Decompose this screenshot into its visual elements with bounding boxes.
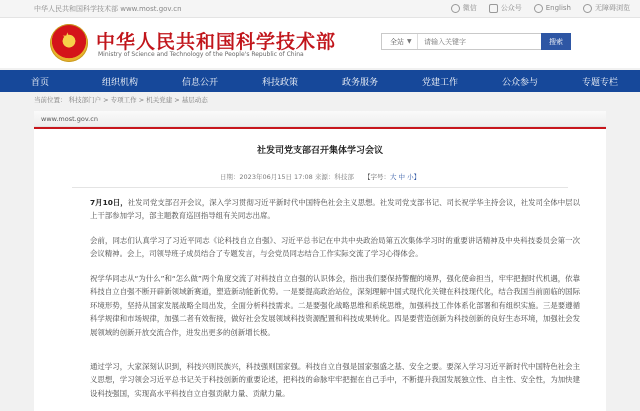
article-paragraph [90,360,580,400]
national-emblem-logo[interactable] [50,24,88,62]
site-subtitle: Ministry of Science and Technology of the People's Republic of China [98,51,304,58]
top-utility-bar [0,0,640,18]
article-date-source: 日期：2023年06月15日 17:08 来源：科技部 [219,173,354,181]
article-paragraph [90,196,580,223]
paragraph-text: 通过学习，大家深刻认识到，科技兴则民族兴，科技强则国家强。科技自立自强是国家强盛之基、安全之要。要深入学习习近平新时代中国特色社会主义思想，学习领会习近平总书记关于科技创新的重要论述，把科技的命脉牢牢把握在自己手中，不断提升我国发展独立性、自主性、安全性，为加快建设科技强国，实现高水平科技自立自强贡献力量、贡献力量。 [90,362,580,398]
search-scope-select[interactable]: 全站 ▼ [382,34,418,49]
nav-home[interactable]: 首页 [30,77,49,88]
wechat-link[interactable]: 微信 [451,3,477,13]
article-title: 社发司党支部召开集体学习会议 [256,146,383,156]
nav-organization[interactable]: 组织机构 [101,77,138,88]
search-button[interactable]: 搜索 [541,33,571,50]
font-size-label: 【字号： [363,173,390,181]
card-header [34,111,606,127]
card-accent-line [34,127,606,129]
article-meta [0,172,640,181]
nav-policy[interactable]: 科技政策 [261,77,298,88]
globe-icon [534,4,543,13]
paragraph-text: 会前，同志们认真学习了习近平同志《论科技自立自强》、习近平总书记在中共中央政治局第五次集体学习时的重要讲话精神及中央科技委员会第一次会议精神。会上，司领导班子成员结合了专题发言，与会党员同志结合工作实际交流了学习心得体会。 [90,236,580,259]
chevron-down-icon: ▼ [407,38,412,45]
card-url: www.most.gov.cn [41,115,98,123]
breadcrumb[interactable]: 当前位置： 科技部门户 > 专项工作 > 机关党建 > 基层动态 [34,96,208,104]
paragraph-text: 社发司党支部召开会议，深入学习贯彻习近平新时代中国特色社会主义思想。社发司党支部书记、司长祝学华主持会议，社发司全体中层以上干部参加学习，部主题教育巡回指导组有关同志出席。 [90,198,580,221]
nav-public-participation[interactable]: 公众参与 [501,77,538,88]
nav-info-disclosure[interactable]: 信息公开 [181,77,218,88]
english-link[interactable]: English [534,4,571,13]
wechat-icon [451,4,460,13]
nav-party-work[interactable]: 党建工作 [421,77,458,88]
mobile-link[interactable]: 公众号 [489,3,522,13]
paragraph-lead: 7月10日， [90,198,128,207]
top-site-text: 中华人民共和国科学技术部 www.most.gov.cn [34,5,182,13]
site-header [0,18,640,68]
main-nav [0,70,640,92]
nav-gov-services[interactable]: 政务服务 [341,77,378,88]
article-paragraph [90,272,580,339]
font-size-options[interactable]: 大 中 小】 [389,173,421,181]
accessibility-icon [583,4,592,13]
paragraph-text: 祝学华同志从“为什么”和“怎么做”两个角度交流了对科技自立自强的认识体会，指出我们要保持警醒的境界，强化使命担当，牢牢把握时代机遇，依靠科技自立自强不断开辟新领域新赛道，塑造新动能新优势。一是要提高政治站位，深刻理解中国式现代化关键在科技现代化，结合我国当前面临的国际环境形势，坚持从国家发展战略全局出发，全面分析科技需求。二是要强化战略思维和系统思维，加强科技工作体系化部署和有组织实施。三是要遵循科学规律和市场规律，加强二者有效衔接，做好社会发展领域科技资源配置和科技成果转化。四是要营造创新为科技创新的良好生态环境，加强社会发展领域的创新开放交流合作，进发出更多的创新增长极。 [90,274,580,337]
site-title[interactable]: 中华人民共和国科学技术部 [96,31,337,53]
accessibility-link[interactable]: 无障碍浏览 [583,3,630,13]
nav-special-topics[interactable]: 专题专栏 [581,77,618,88]
article-paragraph [90,234,580,261]
mobile-icon [489,4,498,13]
meta-divider [72,187,568,188]
top-utility-links [451,3,630,13]
